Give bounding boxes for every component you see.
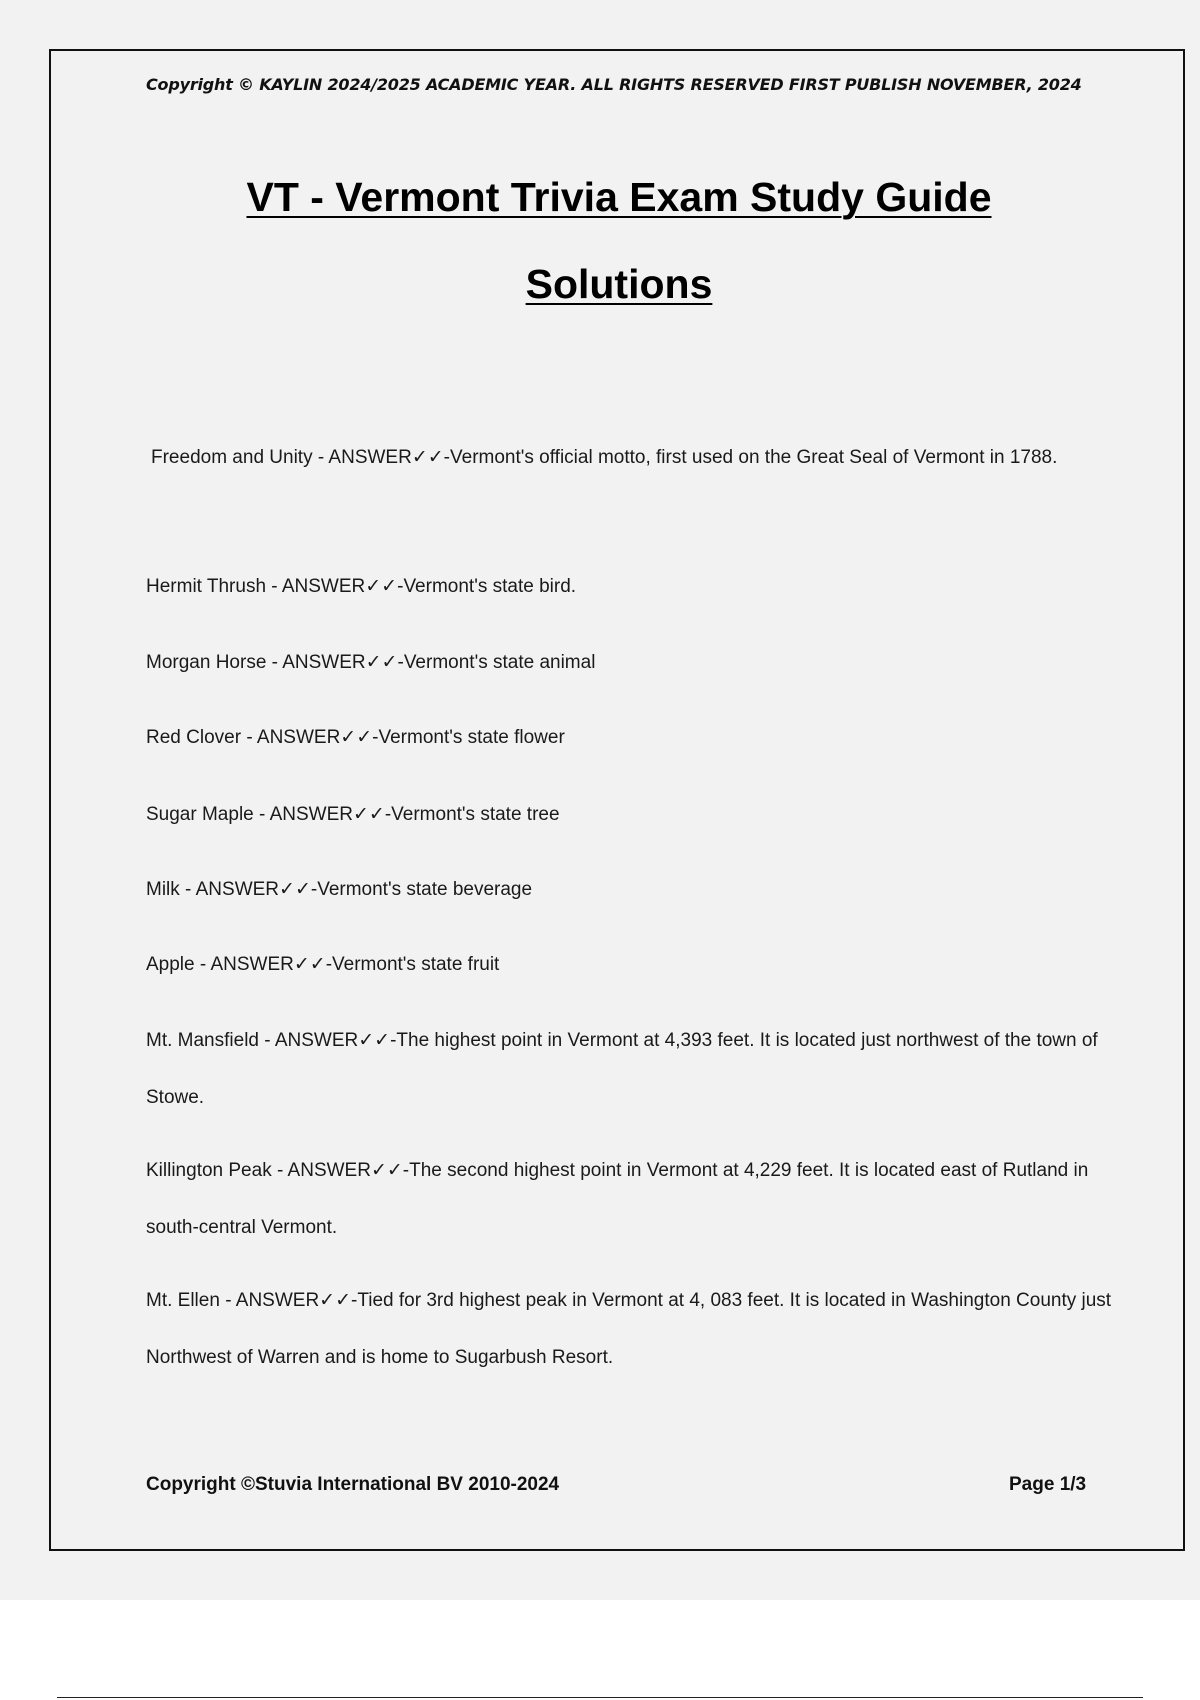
qa-answer-label: ANSWER bbox=[256, 727, 341, 748]
qa-separator: - bbox=[253, 804, 270, 825]
qa-answer: The highest point in Vermont at 4,393 feet. It is located just northwest of the town of Stowe. bbox=[146, 1030, 1098, 1108]
qa-answer-prefix: - bbox=[384, 804, 392, 825]
qa-separator: - bbox=[241, 727, 257, 748]
qa-separator: - bbox=[266, 576, 282, 597]
qa-answer-label: ANSWER bbox=[287, 1160, 371, 1181]
checkmark-icon: ✓✓ bbox=[370, 1159, 403, 1181]
qa-answer-label: ANSWER bbox=[281, 576, 366, 597]
checkmark-icon: ✓✓ bbox=[279, 878, 311, 900]
qa-answer-label: ANSWER bbox=[282, 652, 366, 673]
qa-term: Freedom and Unity bbox=[151, 447, 313, 468]
qa-answer-prefix: - bbox=[443, 447, 450, 468]
qa-separator: - bbox=[179, 879, 196, 900]
qa-item bbox=[146, 1272, 1136, 1386]
qa-answer-prefix: - bbox=[397, 576, 404, 597]
qa-item bbox=[146, 861, 1136, 918]
checkmark-icon: ✓✓ bbox=[358, 1029, 391, 1051]
document-page bbox=[49, 49, 1185, 1551]
document-title-line1: VT - Vermont Trivia Exam Study Guide bbox=[246, 174, 992, 220]
page-divider bbox=[57, 1697, 1143, 1698]
page-number: Page 1/3 bbox=[1009, 1474, 1087, 1495]
qa-separator: - bbox=[312, 447, 329, 468]
qa-item bbox=[146, 558, 1136, 615]
qa-separator: - bbox=[266, 652, 283, 673]
document-title-line2: Solutions bbox=[525, 261, 713, 307]
qa-answer: Tied for 3rd highest peak in Vermont at 4, 083 feet. It is located in Washington County just Northwest of Warren and is home to Sugarbush Resort. bbox=[146, 1290, 1112, 1368]
qa-item bbox=[146, 1012, 1136, 1126]
checkmark-icon: ✓✓ bbox=[352, 803, 385, 825]
qa-item bbox=[146, 709, 1136, 766]
qa-term: Hermit Thrush bbox=[146, 576, 267, 597]
checkmark-icon: ✓✓ bbox=[365, 575, 398, 597]
qa-term: Apple bbox=[146, 954, 195, 975]
qa-answer-label: ANSWER bbox=[274, 1030, 359, 1051]
qa-term: Killington Peak bbox=[146, 1160, 272, 1181]
header-copyright: Copyright © KAYLIN 2024/2025 ACADEMIC YEAR. ALL RIGHTS RESERVED FIRST PUBLISH NOVEMBER, 2024 bbox=[146, 75, 1082, 94]
qa-term: Red Clover bbox=[146, 727, 242, 748]
qa-separator: - bbox=[194, 954, 211, 975]
qa-item bbox=[146, 936, 1136, 993]
qa-answer-prefix: - bbox=[310, 879, 318, 900]
checkmark-icon: ✓✓ bbox=[411, 446, 444, 468]
qa-answer: Vermont's state bird. bbox=[403, 576, 577, 597]
qa-separator: - bbox=[271, 1160, 288, 1181]
qa-item bbox=[146, 429, 1136, 486]
checkmark-icon: ✓✓ bbox=[293, 953, 326, 975]
qa-term: Mt. Mansfield bbox=[146, 1030, 259, 1051]
qa-answer-label: ANSWER bbox=[195, 879, 280, 900]
qa-answer: The second highest point in Vermont at 4,229 feet. It is located east of Rutland in south-central Vermont. bbox=[146, 1160, 1089, 1238]
qa-answer: Vermont's state fruit bbox=[332, 954, 500, 975]
qa-separator: - bbox=[258, 1030, 275, 1051]
qa-answer: Vermont's state flower bbox=[378, 727, 565, 748]
checkmark-icon: ✓✓ bbox=[340, 726, 373, 748]
footer-copyright: Copyright ©Stuvia International BV 2010-2024 bbox=[146, 1474, 560, 1495]
qa-separator: - bbox=[219, 1290, 236, 1311]
qa-answer-label: ANSWER bbox=[210, 954, 294, 975]
qa-term: Milk bbox=[146, 879, 180, 900]
qa-answer: Vermont's official motto, first used on the Great Seal of Vermont in 1788. bbox=[450, 447, 1058, 468]
checkmark-icon: ✓✓ bbox=[319, 1289, 352, 1311]
qa-answer-prefix: - bbox=[325, 954, 333, 975]
qa-answer-label: ANSWER bbox=[328, 447, 412, 468]
qa-term: Sugar Maple bbox=[146, 804, 254, 825]
qa-item bbox=[146, 786, 1136, 843]
qa-answer-label: ANSWER bbox=[235, 1290, 320, 1311]
qa-item bbox=[146, 634, 1136, 691]
qa-answer-prefix: - bbox=[402, 1160, 410, 1181]
qa-term: Mt. Ellen bbox=[146, 1290, 220, 1311]
qa-term: Morgan Horse bbox=[146, 652, 267, 673]
qa-answer: Vermont's state tree bbox=[391, 804, 560, 825]
qa-item bbox=[146, 1142, 1136, 1256]
qa-answer-label: ANSWER bbox=[269, 804, 353, 825]
qa-answer: Vermont's state animal bbox=[403, 652, 596, 673]
qa-answer: Vermont's state beverage bbox=[317, 879, 533, 900]
qa-answer-prefix: - bbox=[372, 727, 379, 748]
qa-answer-prefix: - bbox=[351, 1290, 358, 1311]
qa-answer-prefix: - bbox=[397, 652, 404, 673]
qa-answer-prefix: - bbox=[390, 1030, 397, 1051]
checkmark-icon: ✓✓ bbox=[365, 651, 398, 673]
